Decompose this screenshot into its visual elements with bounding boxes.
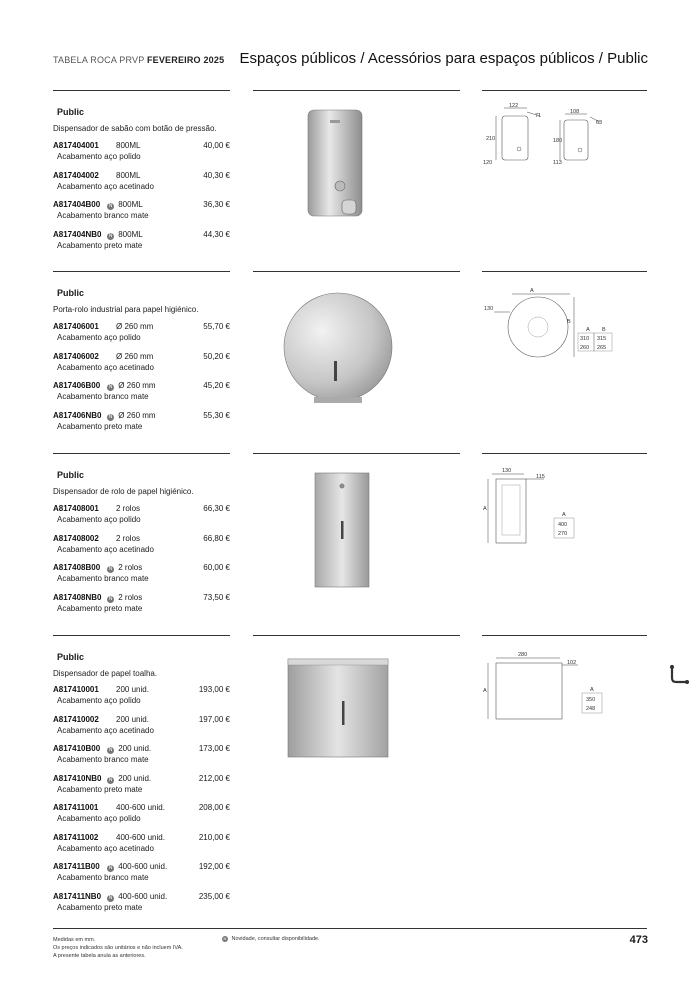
soap-dispenser-photo: [300, 106, 372, 234]
new-badge-icon: N: [108, 865, 113, 871]
new-badge-icon: N: [108, 747, 113, 753]
divider: [482, 635, 647, 636]
product-row: [53, 715, 230, 743]
variant-text: 400-600 unid.: [116, 832, 165, 842]
catalog-header: [53, 55, 224, 65]
roll-dispenser-photo: [312, 469, 374, 593]
product-code: A817410001: [53, 685, 99, 694]
product-variant: [116, 534, 140, 543]
divider: [253, 453, 460, 454]
product-variant: [105, 593, 142, 603]
divider: [482, 90, 647, 91]
divider: [253, 90, 460, 91]
variant-text: 2 rolos: [116, 533, 141, 543]
product-code: A817410B00: [53, 744, 101, 753]
dimension-label: 122: [509, 103, 519, 109]
product-finish: Acabamento preto mate: [57, 784, 143, 794]
dimension-label: 210: [486, 136, 496, 142]
divider: [53, 90, 230, 91]
new-badge-icon: N: [108, 203, 113, 209]
product-variant: [105, 381, 156, 391]
dimension-label: A: [483, 688, 487, 694]
variant-text: Ø 260 mm: [116, 351, 154, 361]
dimension-label: A: [590, 687, 594, 693]
product-finish: Acabamento aço acetinado: [57, 544, 154, 554]
dimension-label: A: [530, 288, 534, 294]
page-title: Espaços públicos / Acessórios para espaços públicos / Public: [239, 50, 648, 67]
toilet-roll-holder-photo: [278, 291, 398, 411]
dimension-label: 113: [553, 160, 562, 166]
variant-text: 400-600 unid.: [118, 862, 168, 871]
product-code: A817408B00: [53, 563, 101, 572]
dimension-label: 350: [586, 697, 596, 703]
product-finish: Acabamento preto mate: [57, 240, 143, 250]
dimension-label: 102: [567, 660, 577, 666]
product-price: 50,20 €: [203, 351, 230, 361]
product-row: [53, 803, 230, 831]
product-variant: [116, 352, 153, 361]
product-code: A817410002: [53, 714, 99, 724]
variant-text: 400-600 unid.: [118, 891, 168, 901]
divider: [53, 635, 230, 636]
product-price: 73,50 €: [203, 592, 230, 602]
product-code: A817404NB0: [53, 229, 102, 239]
product-price: 193,00 €: [198, 685, 230, 694]
product-price: 60,00 €: [203, 563, 230, 572]
product-section-towel-dispenser: [0, 635, 700, 925]
product-code: A817404001: [53, 141, 99, 150]
dimension-label: A: [562, 512, 566, 518]
product-row: [53, 141, 230, 169]
product-code: A817411001: [53, 803, 99, 812]
variant-text: Ø 260 mm: [118, 381, 156, 390]
product-code: A817411002: [53, 832, 99, 842]
product-variant: [105, 744, 151, 754]
new-badge-icon: N: [108, 566, 113, 572]
product-price: 44,30 €: [203, 229, 230, 239]
dimension-label: B: [602, 327, 606, 333]
variant-text: 200 unid.: [118, 744, 152, 753]
product-row: [53, 322, 230, 350]
product-variant: [105, 892, 167, 902]
dimension-label: 260: [580, 345, 590, 351]
product-finish: Acabamento aço polido: [57, 696, 141, 705]
product-code: A817408002: [53, 533, 99, 543]
product-row: [53, 563, 230, 591]
new-badge-icon: N: [108, 595, 113, 602]
product-finish: Acabamento aço acetinado: [57, 181, 154, 191]
product-finish: Acabamento branco mate: [57, 211, 149, 220]
towel-dispenser-photo: [284, 653, 394, 763]
dimension-label: A: [483, 506, 487, 512]
divider: [482, 271, 647, 272]
toilet-roll-holder-dimension-drawing: [482, 285, 647, 365]
product-code: A817408001: [53, 504, 99, 513]
dimension-label: 315: [597, 336, 607, 342]
grab-bar-icon: [668, 664, 692, 688]
towel-dispenser-dimension-drawing: [482, 651, 647, 741]
footer-note: A presente tabela anula as anteriores.: [53, 953, 146, 959]
new-badge-icon: N: [108, 232, 113, 239]
product-variant: [116, 715, 149, 724]
divider: [53, 453, 230, 454]
product-row: [53, 833, 230, 861]
product-code: A817411B00: [53, 862, 100, 871]
product-section-toilet-roll-holder: [0, 271, 700, 441]
product-code: A817408NB0: [53, 592, 102, 602]
divider: [253, 635, 460, 636]
product-variant: [116, 141, 140, 150]
section-description: Dispensador de rolo de papel higiénico.: [53, 487, 194, 496]
product-variant: [105, 862, 167, 872]
product-finish: Acabamento aço polido: [57, 814, 141, 823]
product-row: [53, 504, 230, 532]
product-code: A817404B00: [53, 200, 101, 209]
product-price: 55,70 €: [203, 322, 230, 331]
product-price: 40,00 €: [203, 141, 230, 150]
section-title: Public: [57, 652, 85, 662]
product-variant: [105, 411, 156, 421]
product-variant: [105, 200, 143, 210]
product-row: [53, 200, 230, 228]
variant-text: 800ML: [118, 229, 143, 239]
product-variant: [116, 504, 140, 513]
footer-divider: [53, 928, 647, 929]
product-variant: [105, 563, 142, 573]
dimension-label: A: [586, 327, 590, 333]
variant-text: 200 unid.: [116, 714, 149, 724]
product-price: 212,00 €: [198, 773, 230, 783]
product-finish: Acabamento aço acetinado: [57, 362, 154, 372]
product-finish: Acabamento aço acetinado: [57, 843, 154, 853]
footer-note: Medidas em mm.: [53, 937, 96, 943]
product-price: 192,00 €: [198, 862, 230, 871]
variant-text: Ø 260 mm: [116, 322, 154, 331]
product-finish: Acabamento preto mate: [57, 603, 143, 613]
new-badge-icon: N: [108, 894, 113, 901]
catalog-label: TABELA ROCA PRVP: [53, 55, 147, 65]
product-price: 197,00 €: [198, 714, 230, 724]
product-code: A817406002: [53, 351, 99, 361]
product-row: [53, 411, 230, 439]
variant-text: 2 rolos: [116, 504, 141, 513]
section-description: Dispensador de sabão com botão de pressão.: [53, 124, 217, 133]
product-row: [53, 685, 230, 713]
product-variant: [116, 833, 165, 842]
product-code: A817410NB0: [53, 773, 102, 783]
footer-note: Os preços indicados são unitários e não incluem IVA.: [53, 945, 183, 951]
section-title: Public: [57, 288, 85, 298]
product-code: A817411NB0: [53, 891, 102, 901]
product-row: [53, 862, 230, 890]
product-section-soap-dispenser: [0, 90, 700, 260]
product-finish: Acabamento branco mate: [57, 574, 149, 583]
product-row: [53, 171, 230, 199]
variant-text: 800ML: [116, 170, 141, 180]
page-number: 473: [629, 934, 648, 946]
footer-new-legend: [220, 936, 320, 942]
variant-text: 200 unid.: [118, 773, 152, 783]
product-code: A817406NB0: [53, 410, 102, 420]
product-row: [53, 593, 230, 621]
dimension-label: 400: [558, 522, 568, 528]
variant-text: 800ML: [118, 200, 143, 209]
product-code: A817406B00: [53, 381, 101, 390]
product-variant: [105, 230, 143, 240]
dimension-label: 130: [484, 306, 494, 312]
variant-text: 800ML: [116, 141, 141, 150]
product-price: 173,00 €: [198, 744, 230, 753]
product-price: 36,30 €: [203, 200, 230, 209]
dimension-label: 310: [580, 336, 590, 342]
product-finish: Acabamento aço polido: [57, 515, 141, 524]
product-variant: [116, 322, 153, 331]
dimension-label: 180: [553, 138, 563, 144]
catalog-date: FEVEREIRO 2025: [146, 55, 225, 65]
section-description: Porta-rolo industrial para papel higiénico.: [53, 305, 199, 314]
product-row: [53, 381, 230, 409]
product-price: 208,00 €: [198, 803, 230, 812]
product-code: A817404002: [53, 170, 99, 180]
product-price: 235,00 €: [198, 891, 230, 901]
dimension-label: 265: [597, 345, 607, 351]
product-row: [53, 352, 230, 380]
dimension-label: B: [567, 319, 571, 325]
section-description: Dispensador de papel toalha.: [53, 669, 158, 678]
product-finish: Acabamento aço polido: [57, 333, 141, 342]
product-code: A817406001: [53, 322, 99, 331]
product-variant: [116, 685, 149, 694]
divider: [253, 271, 460, 272]
product-price: 66,30 €: [203, 504, 230, 513]
product-row: [53, 744, 230, 772]
divider: [53, 271, 230, 272]
product-price: 210,00 €: [198, 832, 230, 842]
dimension-label: 108: [570, 109, 580, 115]
product-finish: Acabamento branco mate: [57, 873, 149, 882]
variant-text: 400-600 unid.: [116, 803, 165, 812]
new-legend-text: Novidade, consultar disponibilidade.: [231, 936, 320, 942]
new-badge-icon: N: [108, 413, 113, 420]
variant-text: 2 rolos: [118, 563, 143, 572]
dimension-label: 280: [518, 652, 528, 658]
variant-text: 200 unid.: [116, 685, 149, 694]
product-finish: Acabamento branco mate: [57, 755, 149, 764]
roll-dispenser-dimension-drawing: [482, 465, 647, 555]
product-row: [53, 892, 230, 920]
footer-notes: [53, 936, 183, 960]
dimension-label: 130: [502, 468, 512, 474]
product-finish: Acabamento branco mate: [57, 392, 149, 401]
new-badge-icon: N: [223, 936, 227, 941]
section-title: Public: [57, 470, 85, 480]
product-finish: Acabamento preto mate: [57, 421, 143, 431]
new-badge-icon: N: [108, 776, 113, 783]
product-finish: Acabamento aço acetinado: [57, 725, 154, 735]
product-price: 40,30 €: [203, 170, 230, 180]
product-section-roll-dispenser: [0, 453, 700, 623]
dimension-label: 115: [536, 474, 545, 480]
variant-text: 2 rolos: [118, 592, 143, 602]
product-row: [53, 774, 230, 802]
product-price: 45,20 €: [203, 381, 230, 390]
product-variant: [116, 171, 140, 180]
dimension-label: 63: [596, 120, 603, 126]
dimension-label: 120: [483, 160, 493, 166]
dimension-label: 270: [558, 531, 568, 537]
product-variant: [116, 803, 165, 812]
section-title: Public: [57, 107, 85, 117]
variant-text: Ø 260 mm: [118, 410, 156, 420]
divider: [482, 453, 647, 454]
product-row: [53, 230, 230, 258]
product-finish: Acabamento preto mate: [57, 902, 143, 912]
product-row: [53, 534, 230, 562]
product-finish: Acabamento aço polido: [57, 152, 141, 161]
soap-dispenser-dimension-drawing: [482, 102, 647, 182]
product-price: 66,80 €: [203, 533, 230, 543]
product-variant: [105, 774, 151, 784]
dimension-label: 248: [586, 706, 596, 712]
dimension-label: 71: [535, 113, 542, 119]
new-badge-icon: N: [108, 384, 113, 390]
product-price: 55,30 €: [203, 410, 230, 420]
